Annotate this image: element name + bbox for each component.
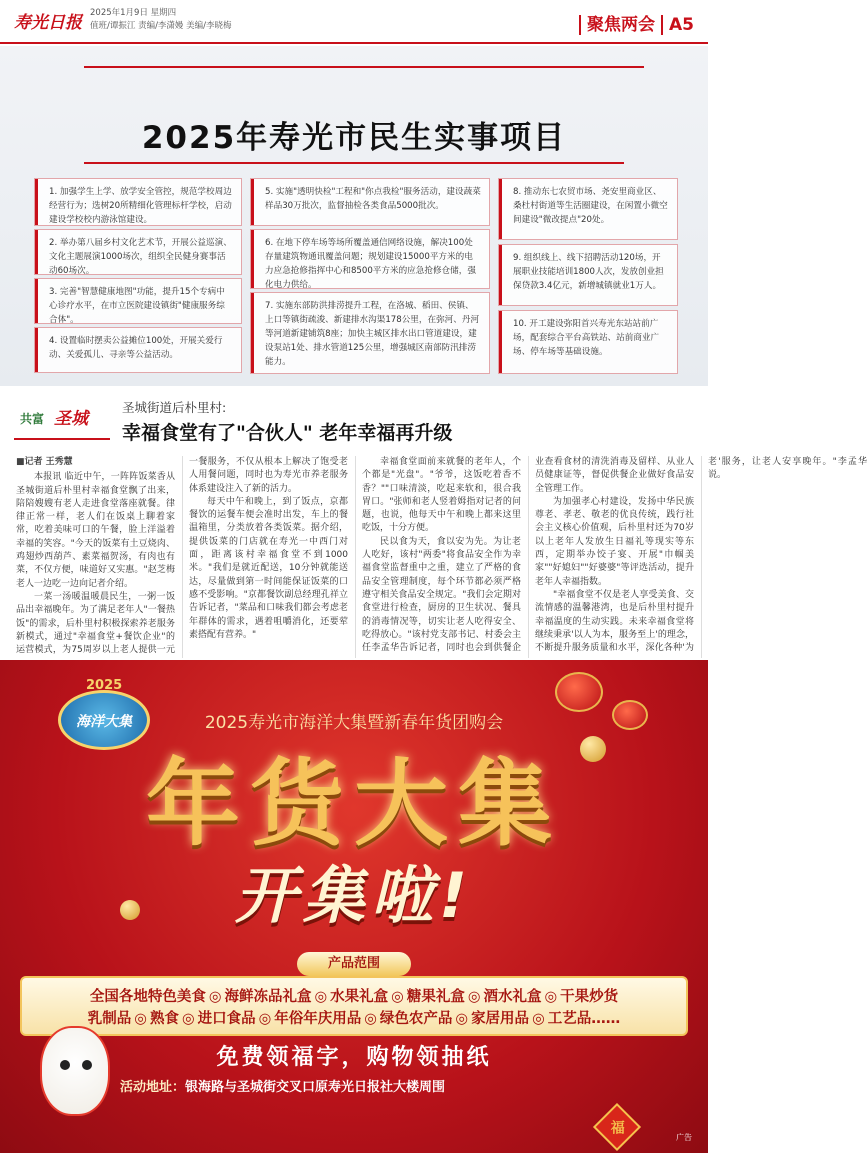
article-byline: ■记者 王秀慧 [16,457,73,467]
category-item: 年俗年庆用品 [274,1011,362,1027]
issue-meta [90,7,232,33]
category-item: 水果礼盒 [330,989,389,1005]
page-header [0,0,708,44]
product-categories: 全国各地特色美食 ◎ 海鲜冻品礼盒 ◎ 水果礼盒 ◎ 糖果礼盒 ◎ 酒水礼盒 ◎ 干果炒货 乳制品 ◎ 熟食 ◎ 进口食品 ◎ 年俗年庆用品 ◎ 绿色农产品 ◎ 家居用品 ◎ 工艺品…… [20,976,688,1036]
article-paragraph: 一菜一汤暖温暖晨民生，一粥一饭品出幸福晚年。为了满足老年人"一餐热饭"的需求，后朴里村积极探索养老服务新模式，通过"幸福食堂+餐饮企业"的运营模式，为75周岁以上老人提供一元一餐服务，不仅从根本上解决了饱受老人用餐问题，同时也为寿光市养老服务体系建设注入了新的活力。 [16,457,348,656]
category-item: 海鲜冻品礼盒 [224,989,312,1005]
event-address-label: 活动地址： [120,1080,186,1095]
product-range-label: 产品范围 [297,952,411,976]
fair-logo-year: 2025 [86,678,123,693]
project-item: 8. 推动东七农贸市场、尧安里商业区、桑杜村街道等生活圈建设，在闲置小微空间建设"微改提点"20处。 [498,178,678,240]
article-paragraph: "幸福食堂不仅是老人享受美食、交流情感的温馨港湾，也是后朴里村提升幸福温度的生动实践。未来幸福食堂将继续秉承'以人为本，服务至上'的理念，不断提升服务质量和水平，深化各种'为老'服务，让老人安享晚年。"李孟华说。 [535,457,867,654]
lantern-icon [555,672,603,712]
project-item: 9. 组织线上、线下招聘活动120场，开展职业技能培训1800人次，发放创业担保贷款3.4亿元，新增城镇就业1万人。 [498,244,678,306]
project-item: 3. 完善"智慧健康地图"功能，提升15个专病中心诊疗水平，在市立医院建设镇街"健康服务综合体"。 [34,278,242,324]
article-paragraph: 幸福食堂面前来就餐的老年人，个个都是"光盘"。"爷爷，这饭吃着香不香？""口味清淡，吃起来软和，很合我胃口。"张师和老人竖着姆指对记者的问题，也说，他每天中午和晚上都来这里吃饭，十分方便。 [362,457,521,534]
project-item: 4. 设置临时摆卖公益摊位100处，开展关爱行动、关爱孤儿、寻亲等公益活动。 [34,327,242,373]
category-item: 酒水礼盒 [483,989,542,1005]
page-number: A5 [669,15,694,35]
project-item: 10. 开工建设弥阳首兴寿光东站站前广场，配套综合平台高铁站、站前商业广场、停车场等基础设施。 [498,310,678,374]
category-item: 乳制品 [87,1011,132,1027]
fu-character: 福 [610,1120,625,1137]
project-item: 7. 实施东部防洪排涝提升工程，在洛城、稻田、侯镇、上口等镇街疏浚、新建排水沟渠178公里，在弥河、丹河等河道新建铺筑8座；加快主城区排水出口管道建设，建设泵站1处、排水管道125公里，增强城区南部防汛排涝能力。 [250,292,490,374]
column-badge-right: 圣城 [54,409,88,429]
promo-line: 免费领福字，购物领抽纸 [216,1045,492,1070]
ad-tag: 广告 [676,1133,692,1142]
category-item: 糖果礼盒 [406,989,465,1005]
section-title: 聚焦两会 [587,15,655,35]
article-headline: 幸福食堂有了"合伙人" 老年幸福再升级 [122,422,453,444]
title-rule-top [84,66,644,68]
article-paragraph: 每天中午和晚上，到了饭点，京都餐饮的运餐车便会准时出发，车上的餐温箱里，分类放着各类饭菜。据介绍，提供饭菜的门店就在寿光一中西门对面，距离该村幸福食堂不到1000米。"我们是就近配送，10分钟就能送达，尽量做到第一时间能保证饭菜的口感不受影响。"京都餐饮副总经理孔祥立告诉记者，"菜品和口味我们都会考虑老年群体的需求，遇着咀嚼消化，还要荤素搭配有营养。" [189,496,348,640]
event-address [120,1076,445,1095]
category-item: 进口食品 [197,1011,256,1027]
category-item: 熟食 [149,1011,179,1027]
ad-big-subtitle: 开集啦! [234,859,474,932]
issue-date: 2025年1月9日 星期四 [90,8,177,18]
article-paragraph: 为加强孝心村建设，发扬中华民族尊老、孝老、敬老的优良传统，践行社会主义核心价值观，后朴里村还为70岁以上老年人发放生日福礼等现实等东西，定期举办饺子宴、开展"巾帼美家""好媳妇""好婆婆"等评选活动，提升老年人幸福指数。 [535,496,694,587]
category-item: 绿色农产品 [379,1011,453,1027]
title-rule [84,162,624,164]
article-paragraph: 民以食为天，食以安为先。为让老人吃好，该村"两委"将食品安全作为幸福食堂监督重中之重，建立了严格的食品安全管理制度，每个环节都必须严格遵守相关食品安全规定。"我们会定期对食堂进行检查，厨房的卫生状况、餐具的消毒情况等，切实让老人吃得安全、吃得放心。"该村党支部书记、村委会主任李孟华告诉记者，同时也会到供餐企业查看食材的清洗消毒及留样、从业人员健康证等，督促供餐企业做好食品安全管理工作。 [362,457,694,654]
article-subtitle: 圣城街道后朴里村: [122,400,227,415]
newspaper-logo: 寿光日报 [14,13,82,33]
project-item: 2. 举办第八届乡村文化艺术节，开展公益巡演、文化主题展演1000场次，组织全民健身赛事活动60场次。 [34,229,242,275]
category-item: 工艺品…… [547,1011,621,1027]
section-label [573,10,694,35]
feature-title: 2025年寿光市民生实事项目 [141,120,567,156]
category-item: 全国各地特色美食 [89,989,206,1005]
project-item: 6. 在地下停车场等场所覆盖通信网络设施，解决100处存量建筑物通讯覆盖问题；规划建设15000平方米的电力应急抢修指挥中心和8500平方米的应急抢修仓储，强化电力供给。 [250,229,490,289]
fair-logo-text: 海洋大集 [76,714,132,730]
project-item: 1. 加强学生上学、放学安全管控，规范学校周边经营行为；选树20所精细化管理标杆学校，启动建设学校校内游泳馆建设。 [34,178,242,226]
issue-editors: 值班/谭振江 责编/李潇嫚 美编/李晓梅 [90,21,232,31]
project-item: 5. 实施"透明快检"工程和"你点我检"服务活动，建设蔬菜样品30万批次，监督抽检各类食品5000批次。 [250,178,490,226]
column-badge-left: 共富 [20,412,45,426]
event-address-value: 银海路与圣城街交叉口原寿光日报社大楼周围 [185,1080,446,1095]
column-badge [14,400,110,440]
category-item: 干果炒货 [560,989,619,1005]
ad-big-title: 年货大集 [145,749,562,859]
article-body [16,456,867,658]
category-item: 家居用品 [471,1011,530,1027]
ad-subtitle: 2025寿光市海洋大集暨新春年货团购会 [204,713,504,733]
article-paragraph: 本报讯 临近中午，一阵阵饭菜香从圣城街道后朴里村幸福食堂飘了出来，陪陪嫂嫂有老人走进食堂落座就餐。律律正常一样，老人们在饭桌上聊着家常，吃着美味可口的午餐，脸上洋溢着幸福的笑容。"今天的饭菜有土豆烧肉、鸡翅炒西葫芦、素菜福贺汤，有肉也有菜，不仅方便，味道好又实惠。"赵芝梅老人一边吃一边向记者介绍。 [16,472,175,589]
